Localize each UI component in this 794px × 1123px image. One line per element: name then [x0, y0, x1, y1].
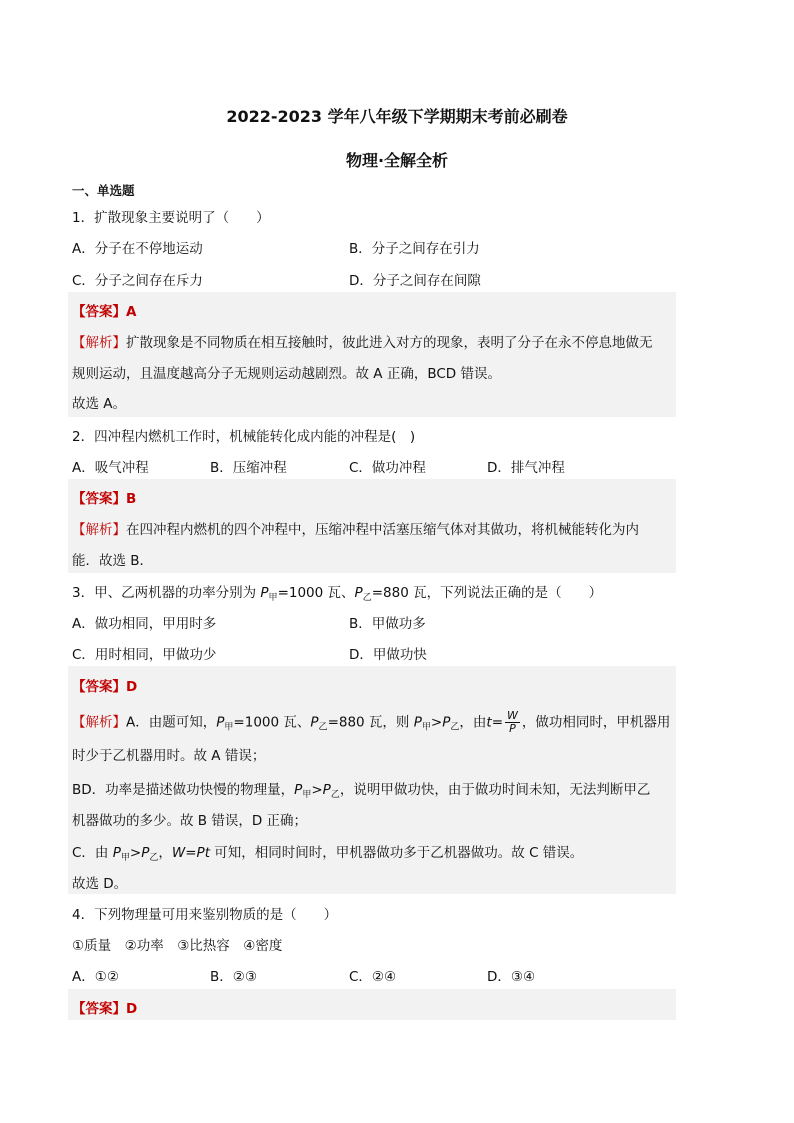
question-3-option-b: B．甲做功多 — [349, 616, 426, 632]
page-subtitle: 物理·全解全析 — [345, 151, 449, 170]
question-2-analysis-line: 【解析】在四冲程内燃机的四个冲程中，压缩冲程中活塞压缩气体对其做功，将机械能转化为内 — [72, 522, 639, 538]
question-2-analysis-line: 能．故选 B． — [72, 553, 154, 569]
question-4-option-b: B．②③ — [210, 969, 257, 985]
question-2-option-a: A．吸气冲程 — [72, 460, 149, 476]
power-symbol: P — [216, 714, 225, 731]
power-symbol: P — [442, 714, 451, 731]
question-4-answer: 【答案】D — [72, 1001, 138, 1017]
page-title: 2022-2023 学年八年级下学期期末考前必刷卷 — [226, 107, 568, 126]
question-3-analysis-c — [72, 841, 583, 863]
question-2-option-b: B．压缩冲程 — [210, 460, 287, 476]
subscript-jia: 甲 — [302, 790, 312, 800]
question-1-stem: 1．扩散现象主要说明了（ ） — [72, 210, 270, 226]
question-3-option-a: A．做功相同，甲用时多 — [72, 616, 217, 632]
question-2-answer-block — [68, 479, 676, 573]
subscript-yi: 乙 — [318, 722, 328, 733]
question-1-option-d: D．分子之间存在间隙 — [349, 273, 481, 289]
equals: = — [491, 714, 503, 731]
greater-than: > — [311, 782, 323, 798]
question-4-answer-block — [68, 989, 676, 1020]
analysis-text: =880 瓦，则 — [327, 714, 414, 731]
subscript-yi: 乙 — [149, 853, 159, 863]
analysis-text: 可知，相同时间时，甲机器做功多于乙机器做功。故 C 错误。 — [209, 845, 584, 861]
question-1-analysis-line: 规则运动，且温度越高分子无规则运动越剧烈。故 A 正确，BCD 错误。 — [72, 366, 501, 382]
pt-symbol: Pt — [196, 845, 210, 861]
subscript-yi: 乙 — [330, 790, 340, 800]
subscript-jia: 甲 — [224, 722, 234, 733]
question-3-analysis-a — [72, 710, 670, 735]
question-2-stem: 2．四冲程内燃机工作时，机械能转化成内能的冲程是( ) — [72, 429, 416, 445]
subscript-yi: 乙 — [362, 593, 372, 603]
power-symbol: P — [310, 714, 319, 731]
denominator: P — [509, 722, 516, 735]
time-symbol: t — [486, 714, 492, 731]
subscript-jia: 甲 — [421, 722, 431, 733]
power-symbol: P — [413, 714, 422, 731]
power-symbol: P — [260, 585, 269, 601]
question-4-items: ①质量 ②功率 ③比热容 ④密度 — [72, 938, 283, 954]
question-3-analysis-bd — [72, 778, 650, 800]
question-1-analysis-line — [72, 331, 653, 351]
question-1-option-a: A．分子在不停地运动 — [72, 241, 203, 257]
equals: = — [185, 845, 197, 861]
greater-than: > — [129, 845, 142, 861]
analysis-text: BD．功率是描述做功快慢的物理量， — [72, 782, 295, 798]
question-3-option-c: C．用时相同，甲做功少 — [72, 647, 217, 663]
analysis-text: ，做功相同时，甲机器用 — [521, 714, 671, 731]
question-4-option-c: C．②④ — [349, 969, 397, 985]
analysis-text: =1000 瓦、 — [233, 714, 311, 731]
analysis-text: 【解析】A．由题可知， — [72, 714, 217, 731]
analysis-label: 【解析】 — [72, 335, 126, 351]
fraction-w-over-p — [505, 710, 520, 735]
question-1-option-c: C．分子之间存在斥力 — [72, 273, 203, 289]
question-3-conclusion: 故选 D。 — [72, 876, 128, 892]
question-3-answer-block — [68, 666, 676, 894]
question-2-option-d: D．排气冲程 — [487, 460, 565, 476]
subscript-yi: 乙 — [450, 722, 460, 733]
analysis-label: 【解析】 — [72, 522, 126, 538]
power-symbol: P — [141, 845, 150, 861]
question-1-answer-block — [68, 292, 676, 417]
stem-text: 3．甲、乙两机器的功率分别为 — [72, 585, 261, 601]
greater-than: > — [430, 714, 443, 731]
stem-text: =1000 瓦、 — [277, 585, 355, 601]
subscript-jia: 甲 — [268, 593, 278, 603]
section-heading: 一、单选题 — [72, 183, 135, 198]
analysis-text: ， — [158, 845, 172, 861]
question-3-stem — [72, 581, 602, 603]
question-2-answer: 【答案】B — [72, 491, 137, 507]
analysis-text: ，由 — [459, 714, 487, 731]
stem-text: =880 瓦，下列说法正确的是（ ） — [371, 585, 603, 601]
power-symbol: P — [112, 845, 121, 861]
question-4-option-a: A．①② — [72, 969, 119, 985]
question-1-option-b: B．分子之间存在引力 — [349, 241, 480, 257]
power-symbol: P — [354, 585, 363, 601]
question-1-answer: 【答案】A — [72, 304, 137, 320]
question-2-option-c: C．做功冲程 — [349, 460, 426, 476]
power-symbol: P — [322, 782, 331, 798]
work-symbol: W — [171, 845, 186, 861]
analysis-text: ，说明甲做功快，由于做功时间未知，无法判断甲乙 — [339, 782, 651, 798]
analysis-text: 【解析】扩散现象是不同物质在相互接触时，彼此进入对方的现象，表明了分子在永不停息地做无 — [72, 335, 653, 351]
question-4-option-d: D．③④ — [487, 969, 536, 985]
power-symbol: P — [294, 782, 303, 798]
question-3-answer: 【答案】D — [72, 679, 138, 695]
question-3-analysis-a2: 时少于乙机器用时。故 A 错误； — [72, 748, 266, 764]
question-3-analysis-bd2: 机器做功的多少。故 B 错误，D 正确； — [72, 813, 308, 829]
analysis-text: C．由 — [72, 845, 113, 861]
analysis-label: 【解析】 — [72, 714, 126, 731]
question-3-option-d: D．甲做功快 — [349, 647, 427, 663]
subscript-jia: 甲 — [120, 853, 130, 863]
numerator: W — [507, 709, 518, 722]
question-1-conclusion: 故选 A。 — [72, 396, 127, 412]
question-4-stem: 4．下列物理量可用来鉴别物质的是（ ） — [72, 907, 338, 923]
